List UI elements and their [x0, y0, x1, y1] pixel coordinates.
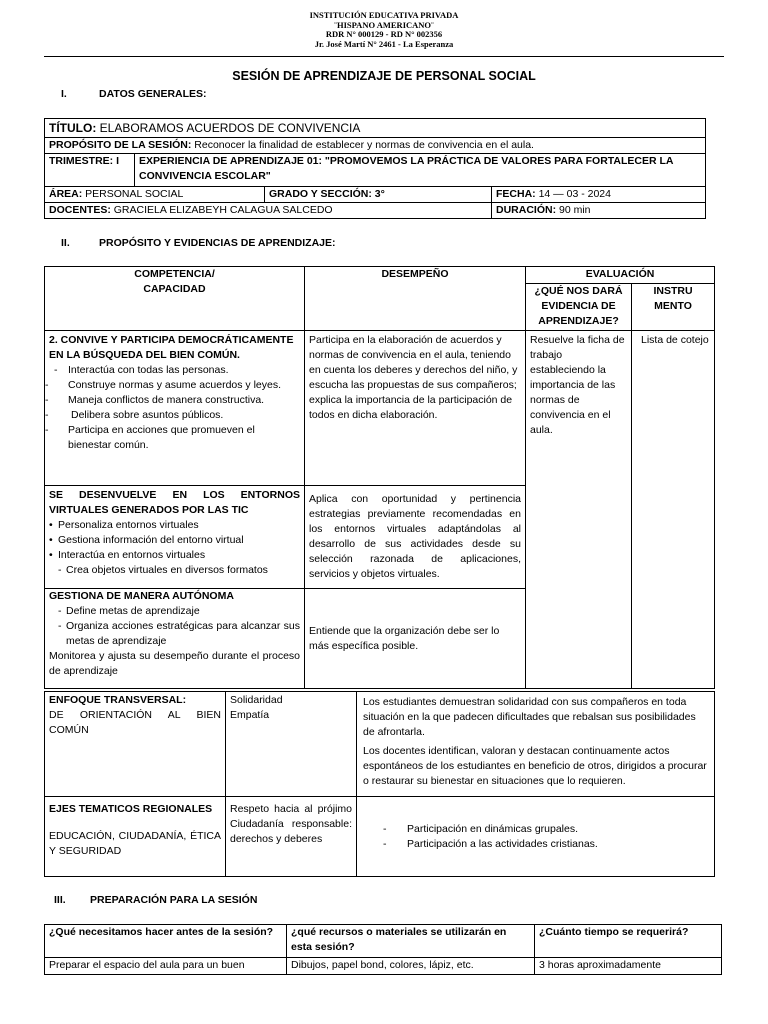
enfoque-cell — [45, 692, 226, 797]
enfoque-valores: Solidaridad Empatía — [226, 692, 357, 797]
fecha-cell: FECHA: 14 — 03 - 2024 — [492, 187, 706, 203]
area-cell: ÁREA: PERSONAL SOCIAL — [45, 187, 265, 203]
evidencia-cell: Resuelve la ficha de trabajo estableciendo la importancia de las normas de convivencia en el aula. — [526, 331, 632, 689]
ejes-activities — [357, 797, 715, 877]
capacidad-item: • Interactúa en entornos virtuales — [49, 549, 206, 561]
prep-head-antes: ¿Qué necesitamos hacer antes de la sesión? — [45, 925, 287, 958]
prep-head-tiempo: ¿Cuánto tiempo se requerirá? — [535, 925, 722, 958]
competencia-tic — [45, 486, 305, 589]
ejes-valores: Respeto hacia al prójimo Ciudadanía responsable: derechos y deberes — [226, 797, 357, 877]
prep-cell-antes: Preparar el espacio del aula para un buen — [45, 958, 287, 975]
desempeno-convive: Participa en la elaboración de acuerdos y normas de convivencia en el aula, teniendo en cuenta los deberes y derechos del niño, y escucha las propuestas de sus compañeros; explica la importancia de la participación de todos en dicha elaboración. — [305, 331, 526, 486]
desempeno-autonoma: Entiende que la organización debe ser lo más específica posible. — [305, 589, 526, 689]
competencia-convive — [45, 331, 305, 486]
capacidad-item: • Gestiona información del entorno virtual — [49, 534, 244, 546]
page-title: SESIÓN DE APRENDIZAJE DE PERSONAL SOCIAL — [232, 69, 536, 83]
enfoque-description-1: Los estudiantes demuestran solidaridad con sus compañeros en toda situación en la que padecen dificultades que rebalsan sus posibilidades de afrontarla. — [363, 696, 696, 738]
capacidad-item: - Delibera sobre asuntos públicos. — [45, 409, 224, 421]
purpose-table — [44, 266, 715, 689]
activity-item: - Participación en dinámicas grupales. — [383, 822, 579, 835]
head-evidencia: ¿QUÉ NOS DARÁ EVIDENCIA DE APRENDIZAJE? — [526, 284, 632, 331]
head-instrumento: INSTRU MENTO — [632, 284, 715, 331]
trimestre-cell: TRIMESTRE: I — [45, 154, 135, 187]
header-divider — [44, 56, 724, 57]
activity-item: - Participación a las actividades cristianas. — [383, 837, 598, 850]
duracion-cell: DURACIÓN: 90 min — [492, 203, 706, 219]
instrumento-cell: Lista de cotejo — [632, 331, 715, 689]
capacidad-item: • Personaliza entornos virtuales — [49, 519, 199, 531]
school-subname: ¨HISPANO AMERICANO¨ — [334, 19, 434, 30]
prep-cell-recursos: Dibujos, papel bond, colores, lápiz, etc. — [287, 958, 535, 975]
preparation-table — [44, 924, 722, 975]
section-heading-1: I. DATOS GENERALES: — [61, 88, 207, 100]
ejes-cell — [45, 797, 226, 877]
grado-cell: GRADO Y SECCIÓN: 3° — [265, 187, 492, 203]
section-heading-2: II. PROPÓSITO Y EVIDENCIAS DE APRENDIZAJE: — [61, 237, 336, 249]
competencia-autonoma-title: GESTIONA DE MANERA AUTÓNOMA — [49, 590, 234, 602]
proposito-cell: PROPÓSITO DE LA SESIÓN: Reconocer la finalidad de establecer y normas de convivencia en el aula. — [45, 138, 706, 154]
head-evaluacion: EVALUACIÓN — [526, 267, 715, 284]
enfoque-description-2: Los docentes identifican, valoran y destacan continuamente actos espontáneos de los estudiantes en beneficio de otros, dirigidos a procurar o restaurar su bienestar en situaciones que lo requieren. — [363, 745, 707, 787]
capacidad-item: - Participa en acciones que promueven el bienestar común. — [45, 424, 255, 451]
experiencia-cell: EXPERIENCIA DE APRENDIZAJE 01: "PROMOVEMOS LA PRÁCTICA DE VALORES PARA FORTALECER LA CONVIVENCIA ESCOLAR" — [135, 154, 706, 187]
capacidad-item: - Define metas de aprendizaje — [58, 605, 200, 617]
prep-cell-tiempo: 3 horas aproximadamente — [535, 958, 722, 975]
competencia-autonoma — [45, 589, 305, 689]
section-heading-3: III. PREPARACIÓN PARA LA SESIÓN — [54, 894, 258, 906]
capacidad-item: - Construye normas y asume acuerdos y leyes. — [45, 379, 282, 391]
school-address: Jr. José Martí N° 2461 - La Esperanza — [314, 38, 454, 49]
titulo-cell: TÍTULO: ELABORAMOS ACUERDOS DE CONVIVENCIA — [45, 119, 706, 138]
school-registration: RDR N° 000129 - RD N° 002356 — [325, 29, 443, 40]
competencia-tic-title: SE DESENVUELVE EN LOS ENTORNOS VIRTUALES GENERADOS POR LAS TIC — [49, 489, 300, 516]
enfoque-table — [44, 691, 715, 877]
ejes-label: EJES TEMATICOS REGIONALES — [49, 803, 213, 815]
capacidad-item: - Maneja conflictos de manera constructiva. — [45, 394, 265, 406]
head-desempeno: DESEMPEÑO — [305, 267, 526, 331]
prep-head-recursos: ¿qué recursos o materiales se utilizarán en esta sesión? — [287, 925, 535, 958]
capacidad-text: Monitorea y ajusta su desempeño durante el proceso de aprendizaje — [49, 650, 300, 677]
school-name: INSTITUCIÓN EDUCATIVA PRIVADA — [309, 10, 459, 20]
school-header — [0, 11, 768, 49]
enfoque-description — [357, 692, 715, 797]
docentes-cell: DOCENTES: GRACIELA ELIZABEYH CALAGUA SALCEDO — [45, 203, 492, 219]
desempeno-tic: Aplica con oportunidad y pertinencia estrategias previamente recomendadas en los entornos virtuales adaptándolas al desarrollo de sus actividades desde su selección razonada de aplicaciones, servicios y objetos virtuales. — [305, 486, 526, 589]
head-competencia: COMPETENCIA/ CAPACIDAD — [45, 267, 305, 331]
ejes-value: EDUCACIÓN, CIUDADANÍA, ÉTICA Y SEGURIDAD — [49, 830, 221, 857]
capacidad-subitem: - Crea objetos virtuales en diversos formatos — [58, 564, 268, 576]
enfoque-value: DE ORIENTACIÓN AL BIEN COMÚN — [49, 709, 221, 736]
general-data-table — [44, 118, 706, 219]
competencia-convive-title: 2. CONVIVE Y PARTICIPA DEMOCRÁTICAMENTE EN LA BÚSQUEDA DEL BIEN COMÚN. — [49, 334, 294, 361]
capacidad-item: - Interactúa con todas las personas. — [54, 364, 229, 376]
enfoque-label: ENFOQUE TRANSVERSAL: — [49, 694, 187, 706]
capacidad-item: - Organiza acciones estratégicas para alcanzar sus metas de aprendizaje — [58, 620, 300, 647]
